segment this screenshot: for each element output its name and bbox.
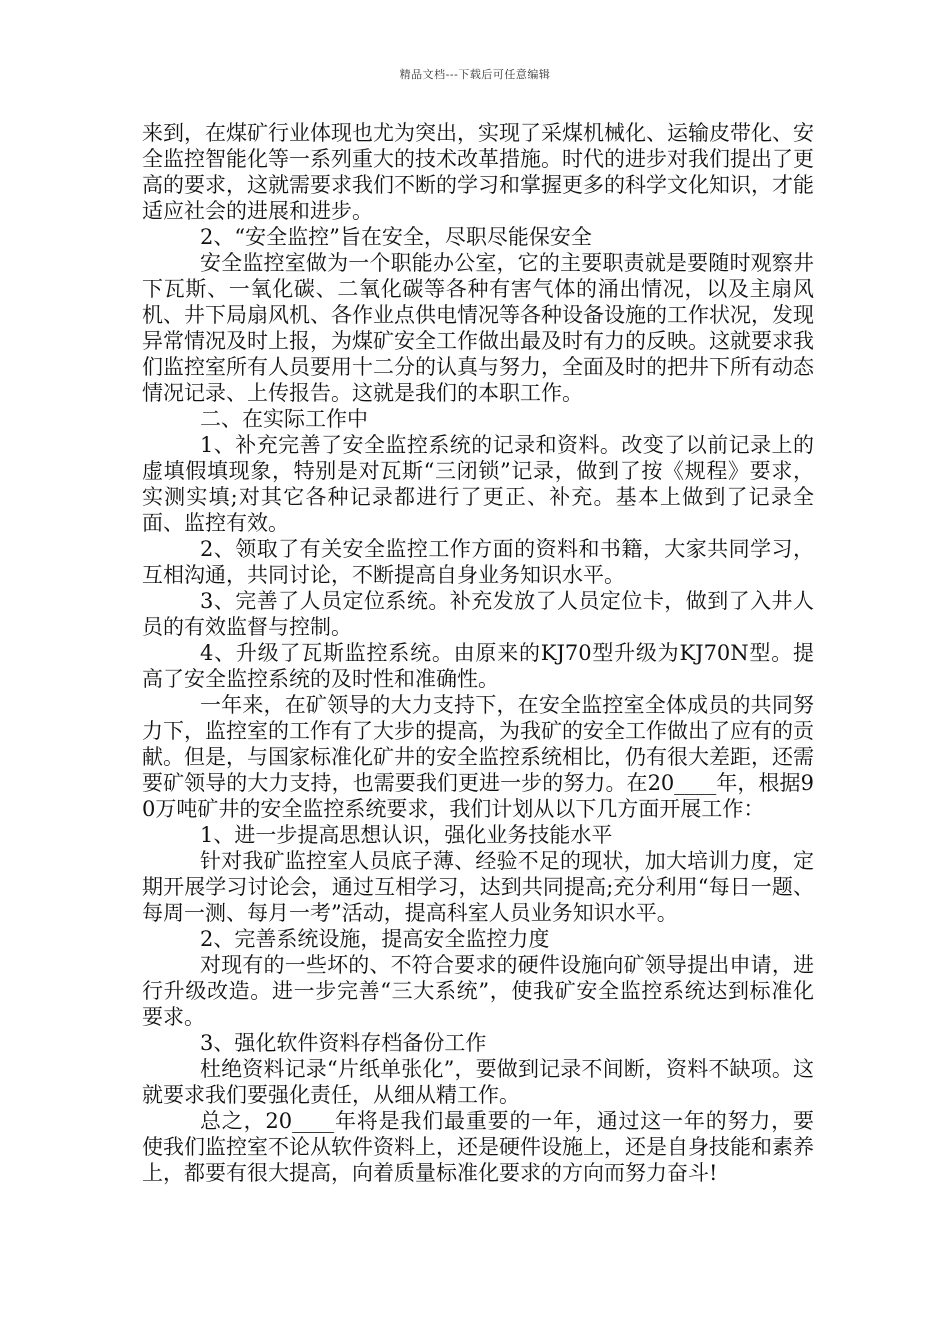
paragraph-6: 2、领取了有关安全监控工作方面的资料和书籍，大家共同学习，互相沟通，共同讨论，不断提高自身业务知识水平。 [142, 537, 814, 587]
paragraph-7: 3、完善了人员定位系统。补充发放了人员定位卡，做到了入井人员的有效监督与控制。 [142, 589, 814, 639]
paragraph-16: 总之，20____年将是我们最重要的一年，通过这一年的努力，要使我们监控室不论从软件资料上，还是硬件设施上，还是自身技能和素养上，都要有很大提高，向着质量标准化要求的方向而努力奋斗! [142, 1109, 814, 1185]
paragraph-13: 对现有的一些坏的、不符合要求的硬件设施向矿领导提出申请，进行升级改造。进一步完善“三大系统”，使我矿安全监控系统达到标准化要求。 [142, 953, 814, 1029]
paragraph-9: 一年来，在矿领导的大力支持下，在安全监控室全体成员的共同努力下，监控室的工作有了大步的提高，为我矿的安全工作做出了应有的贡献。但是，与国家标准化矿井的安全监控系统相比，仍有很大差距，还需要矿领导的大力支持，也需要我们更进一步的努力。在20____年，根据90万吨矿井的安全监控系统要求，我们计划从以下几方面开展工作： [142, 693, 814, 821]
paragraph-5: 1、补充完善了安全监控系统的记录和资料。改变了以前记录上的虚填假填现象，特别是对瓦斯“三闭锁”记录，做到了按《规程》要求，实测实填;对其它各种记录都进行了更正、补充。基本上做到了记录全面、监控有效。 [142, 433, 814, 535]
paragraph-15: 杜绝资料记录“片纸单张化”，要做到记录不间断，资料不缺项。这就要求我们要强化责任，从细从精工作。 [142, 1057, 814, 1107]
paragraph-4: 二、在实际工作中 [200, 407, 368, 431]
paragraph-12: 2、完善系统设施，提高安全监控力度 [200, 927, 550, 951]
paragraph-11: 针对我矿监控室人员底子薄、经验不足的现状，加大培训力度，定期开展学习讨论会，通过互相学习，达到共同提高;充分利用“每日一题、每周一测、每月一考”活动，提高科室人员业务知识水平。 [142, 849, 814, 925]
paragraph-14: 3、强化软件资料存档备份工作 [200, 1031, 487, 1055]
paragraph-10: 1、进一步提高思想认识，强化业务技能水平 [200, 823, 613, 847]
paragraph-2: 2、“安全监控”旨在安全，尽职尽能保安全 [200, 225, 592, 249]
paragraph-3: 安全监控室做为一个职能办公室，它的主要职责就是要随时观察井下瓦斯、一氧化碳、二氧化碳等各种有害气体的涌出情况，以及主扇风机、井下局扇风机、各作业点供电情况等各种设备设施的工作状况，发现异常情况及时上报，为煤矿安全工作做出最及时有力的反映。这就要求我们监控室所有人员要用十二分的认真与努力，全面及时的把井下所有动态情况记录、上传报告。这就是我们的本职工作。 [142, 251, 814, 405]
document-body [142, 120, 814, 1186]
paragraph-8: 4、升级了瓦斯监控系统。由原来的KJ70型升级为KJ70N型。提高了安全监控系统的及时性和准确性。 [142, 641, 814, 691]
page-header: 精品文档---下载后可任意编辑 [399, 68, 551, 81]
paragraph-1: 来到，在煤矿行业体现也尤为突出，实现了采煤机械化、运输皮带化、安全监控智能化等一系列重大的技术改革措施。时代的进步对我们提出了更高的要求，这就需要求我们不断的学习和掌握更多的科学文化知识，才能适应社会的进展和进步。 [142, 121, 814, 223]
